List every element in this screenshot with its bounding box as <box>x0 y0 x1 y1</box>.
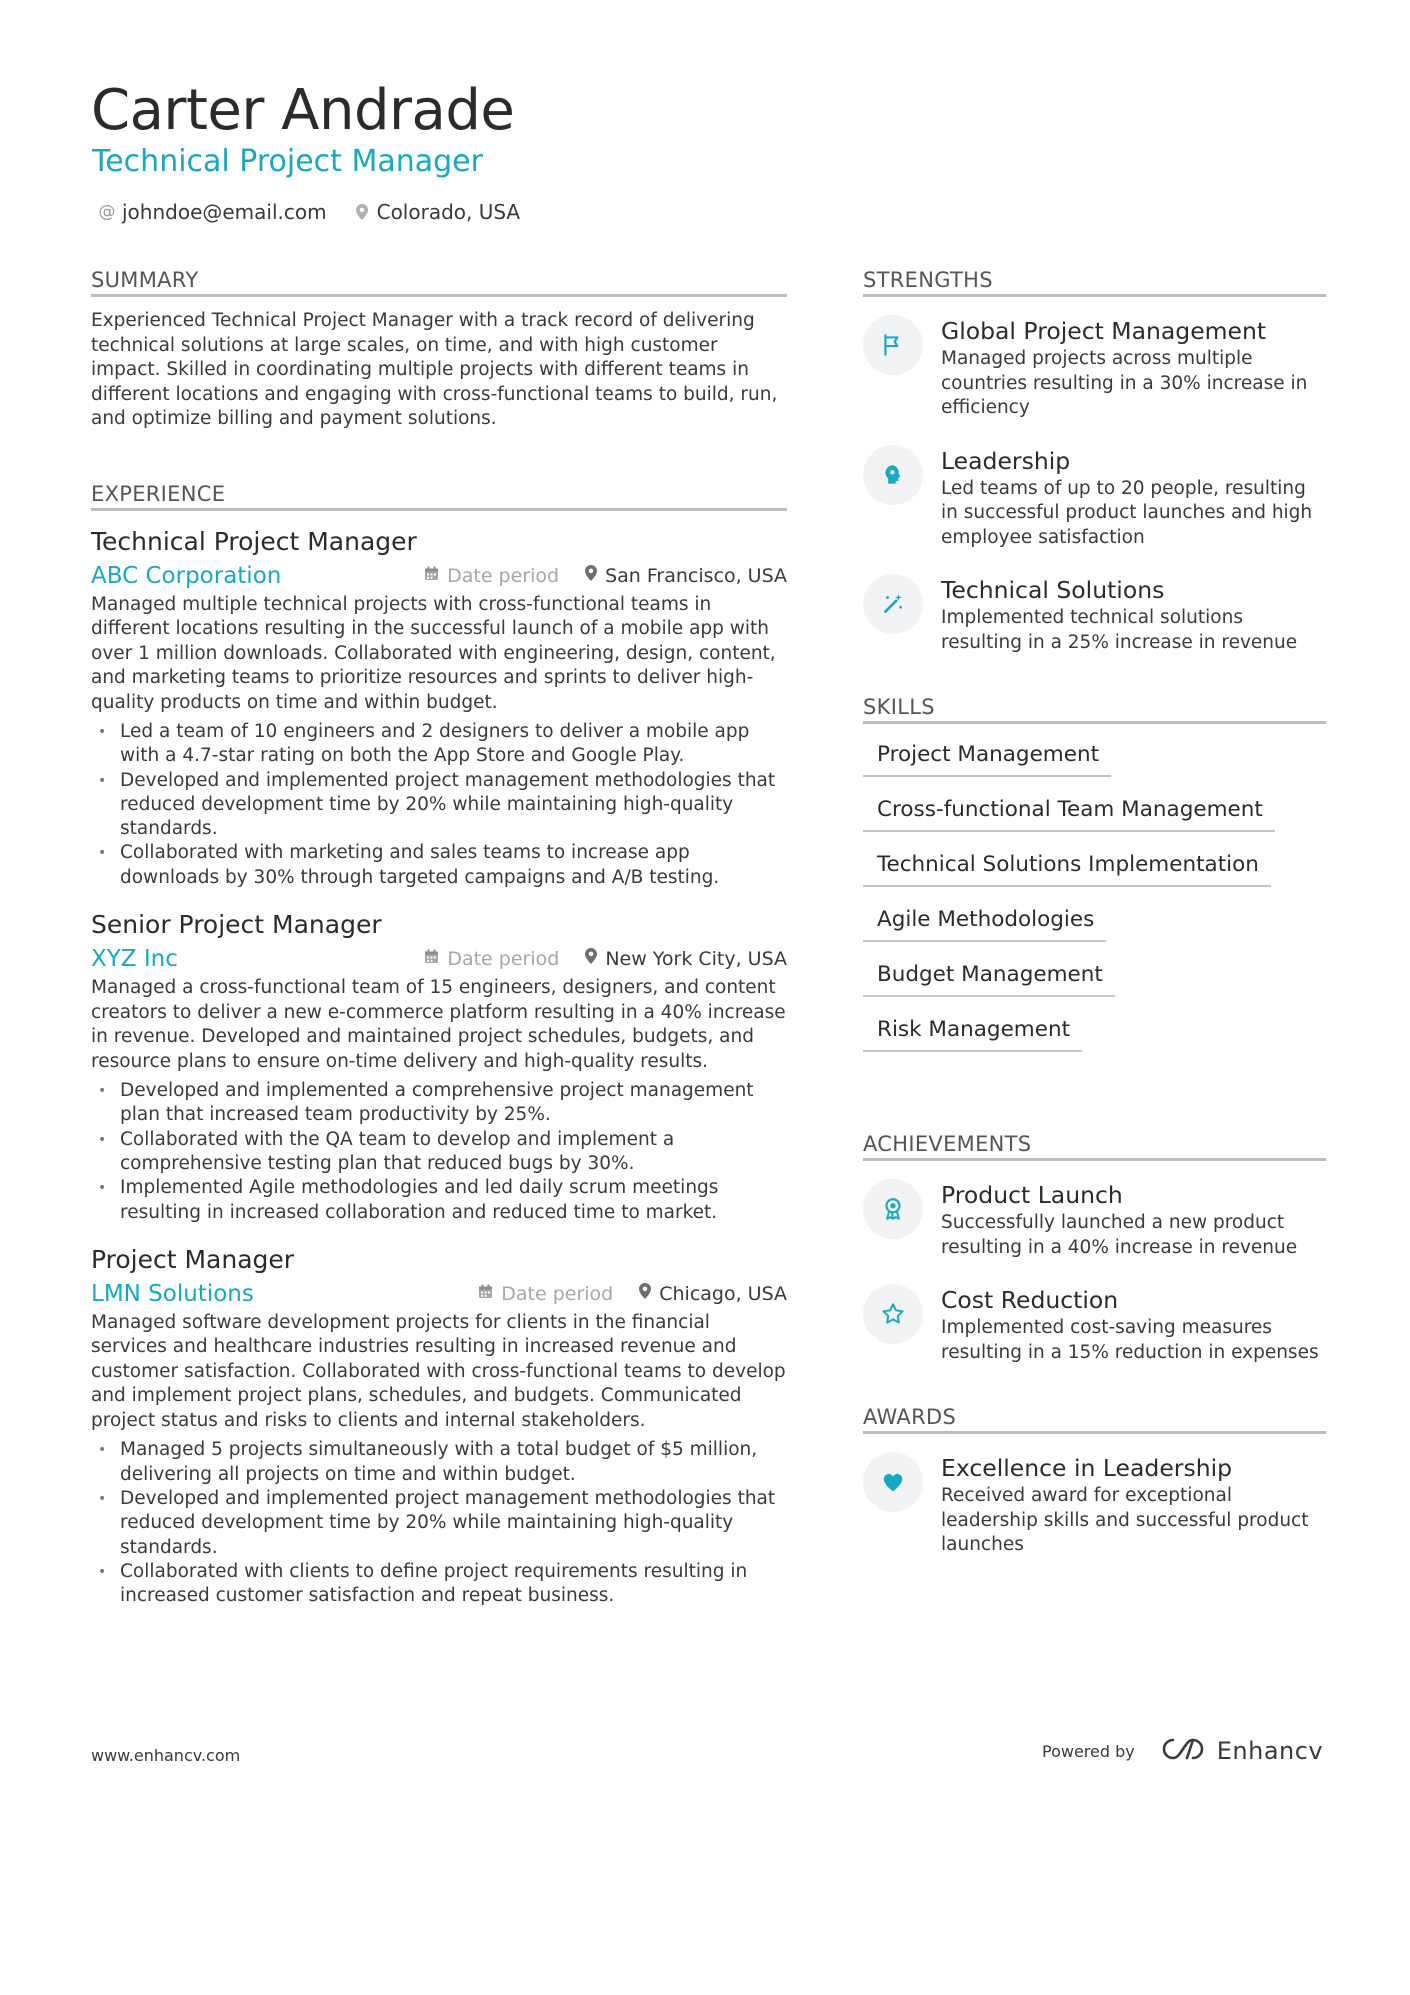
job-entry <box>91 1243 787 1609</box>
job-location <box>585 559 787 593</box>
job-title: Project Manager <box>91 1244 295 1274</box>
job-description: Managed multiple technical projects with cross-functional teams in different locations resulting in the successful launch of a mobile app with over 1 million downloads. Collaborated with engineering, design, content, and marketing teams to prioritize resources and sprints to deliver high-quality products on time and within budget. <box>91 593 776 713</box>
achievement-desc: Implemented cost-saving measures resulting in a 15% reduction in expenses <box>941 1317 1319 1363</box>
job-location-text: New York City, USA <box>605 948 787 971</box>
job-date-text: Date period <box>447 948 560 971</box>
right-column <box>863 268 1326 1582</box>
job-bullets <box>91 720 787 890</box>
achievement-item <box>863 1284 1326 1365</box>
job-location-text: Chicago, USA <box>659 1282 787 1305</box>
powered-by-text: Powered by <box>1042 1741 1135 1761</box>
job-description: Managed a cross-functional team of 15 engineers, designers, and content creators to deliver a new e-commerce platform resulting in a 40% increase in revenue. Developed and maintained project schedules, budgets, and resource plans to ensure on-time delivery and high-quality results. <box>91 977 786 1072</box>
achievement-body <box>941 1179 1326 1260</box>
job-bullet: • Collaborated with clients to define project requirements resulting in increased customer satisfaction and repeat business. <box>91 1560 787 1609</box>
job-bullets <box>91 1438 787 1608</box>
contact-location <box>353 200 521 224</box>
strength-desc: Led teams of up to 20 people, resulting in successful product launches and high employee satisfaction <box>941 477 1313 548</box>
location-text: Colorado, USA <box>376 200 521 224</box>
job-entry <box>91 525 787 891</box>
achievement-title: Cost Reduction <box>941 1286 1119 1314</box>
location-pin-icon <box>585 559 597 593</box>
job-meta <box>91 942 787 976</box>
company-name: ABC Corporation <box>91 562 282 589</box>
job-meta-right <box>424 942 787 976</box>
job-date <box>424 559 559 593</box>
award-body <box>941 1452 1326 1558</box>
location-pin-icon <box>585 942 597 976</box>
achievement-body <box>941 1284 1326 1365</box>
star-icon <box>863 1284 923 1344</box>
job-bullet: • Developed and implemented project management methodologies that reduced development time by 20% while maintaining high-quality standards. <box>91 1487 787 1560</box>
head-icon <box>863 445 923 505</box>
strength-desc: Implemented technical solutions resulting in a 25% increase in revenue <box>941 607 1298 653</box>
strength-title: Global Project Management <box>941 317 1267 345</box>
achievement-title: Product Launch <box>941 1181 1123 1209</box>
skill-tag: Cross-functional Team Management <box>863 791 1275 832</box>
job-title: Technical Project Manager <box>91 526 417 556</box>
job-bullet: • Collaborated with marketing and sales teams to increase app downloads by 30% through targeted campaigns and A/B testing. <box>91 841 787 890</box>
achievements-heading: ACHIEVEMENTS <box>863 1132 1326 1161</box>
job-location <box>585 942 787 976</box>
email-text: johndoe@email.com <box>122 200 327 224</box>
calendar-icon <box>424 942 439 976</box>
job-bullet: • Developed and implemented project management methodologies that reduced development time by 20% while maintaining high-quality standards. <box>91 769 787 842</box>
location-pin-icon <box>353 204 371 220</box>
job-entry <box>91 908 787 1225</box>
skill-tag: Project Management <box>863 736 1111 777</box>
calendar-icon <box>478 1277 493 1311</box>
flag-icon <box>863 315 923 375</box>
job-bullet: • Collaborated with the QA team to develop and implement a comprehensive testing plan that reduced bugs by 30%. <box>91 1128 787 1177</box>
awards-heading: AWARDS <box>863 1405 1326 1434</box>
skills-list <box>863 736 1326 1066</box>
award-item <box>863 1452 1326 1558</box>
magic-wand-icon <box>863 574 923 634</box>
strength-item <box>863 315 1326 421</box>
skill-tag: Budget Management <box>863 956 1115 997</box>
location-pin-icon <box>639 1277 651 1311</box>
candidate-title: Technical Project Manager <box>92 144 483 179</box>
contact-email[interactable] <box>98 200 327 224</box>
strength-body <box>941 574 1326 655</box>
strength-body <box>941 315 1326 421</box>
brand-logo[interactable] <box>1159 1736 1323 1766</box>
job-date <box>424 942 559 976</box>
job-meta <box>91 559 787 593</box>
strength-item <box>863 574 1326 655</box>
skill-tag: Agile Methodologies <box>863 901 1106 942</box>
heart-icon <box>863 1452 923 1512</box>
strength-title: Leadership <box>941 446 1071 475</box>
summary-text: Experienced Technical Project Manager with a track record of delivering technical solutions at large scales, on time, and with high customer impact. Skilled in coordinating multiple projects with different teams in different locations and engaging with cross-functional teams to build, run, and optimize billing and payment solutions. <box>91 310 778 429</box>
job-meta <box>91 1277 787 1311</box>
contact-row <box>98 200 520 224</box>
experience-list <box>91 525 787 1609</box>
job-bullet: • Led a team of 10 engineers and 2 designers to deliver a mobile app with a 4.7-star rating on both the App Store and Google Play. <box>91 720 787 769</box>
company-name: LMN Solutions <box>91 1280 254 1307</box>
skills-heading: SKILLS <box>863 695 1326 724</box>
award-title: Excellence in Leadership <box>941 1454 1233 1482</box>
strength-body <box>941 445 1326 551</box>
job-bullet: • Implemented Agile methodologies and led daily scrum meetings resulting in increased collaboration and reduced time to market. <box>91 1176 787 1225</box>
brand-name: Enhancv <box>1216 1737 1324 1765</box>
summary-heading: SUMMARY <box>91 268 787 297</box>
experience-heading: EXPERIENCE <box>91 482 787 511</box>
achievement-item <box>863 1179 1326 1260</box>
calendar-icon <box>424 559 439 593</box>
job-bullet: • Managed 5 projects simultaneously with a total budget of $5 million, delivering all projects on time and within budget. <box>91 1438 787 1487</box>
job-meta-right <box>478 1277 787 1311</box>
strengths-heading: STRENGTHS <box>863 268 1326 297</box>
job-meta-right <box>424 559 787 593</box>
left-column <box>91 268 787 1608</box>
job-bullets <box>91 1079 787 1225</box>
enhancv-logo-icon <box>1159 1736 1207 1766</box>
footer-branding <box>1042 1736 1323 1766</box>
job-description: Managed software development projects for clients in the financial services and healthcare industries resulting in increased revenue and customer satisfaction. Collaborated with cross-functional teams to develop and implement project plans, schedules, and budgets. Communicated project status and risks to clients and internal stakeholders. <box>91 1311 786 1431</box>
strength-item <box>863 445 1326 551</box>
job-title: Senior Project Manager <box>91 910 382 940</box>
job-location-text: San Francisco, USA <box>605 564 787 587</box>
skill-tag: Risk Management <box>863 1011 1082 1052</box>
footer-website[interactable]: www.enhancv.com <box>91 1746 241 1765</box>
job-date-text: Date period <box>447 564 560 587</box>
achievement-desc: Successfully launched a new product resulting in a 40% increase in revenue <box>941 1212 1298 1258</box>
at-icon: @ <box>98 202 116 222</box>
award-ribbon-icon <box>863 1179 923 1239</box>
candidate-name: Carter Andrade <box>91 78 515 143</box>
company-name: XYZ Inc <box>91 946 178 973</box>
job-date-text: Date period <box>501 1282 614 1305</box>
job-location <box>639 1277 787 1311</box>
skill-tag: Technical Solutions Implementation <box>863 846 1271 887</box>
strength-desc: Managed projects across multiple countries resulting in a 30% increase in efficiency <box>941 348 1308 418</box>
strength-title: Technical Solutions <box>941 576 1165 604</box>
job-date <box>478 1277 613 1311</box>
award-desc: Received award for exceptional leadership skills and successful product launches <box>941 1485 1309 1555</box>
job-bullet: • Developed and implemented a comprehensive project management plan that increased team productivity by 25%. <box>91 1079 787 1128</box>
